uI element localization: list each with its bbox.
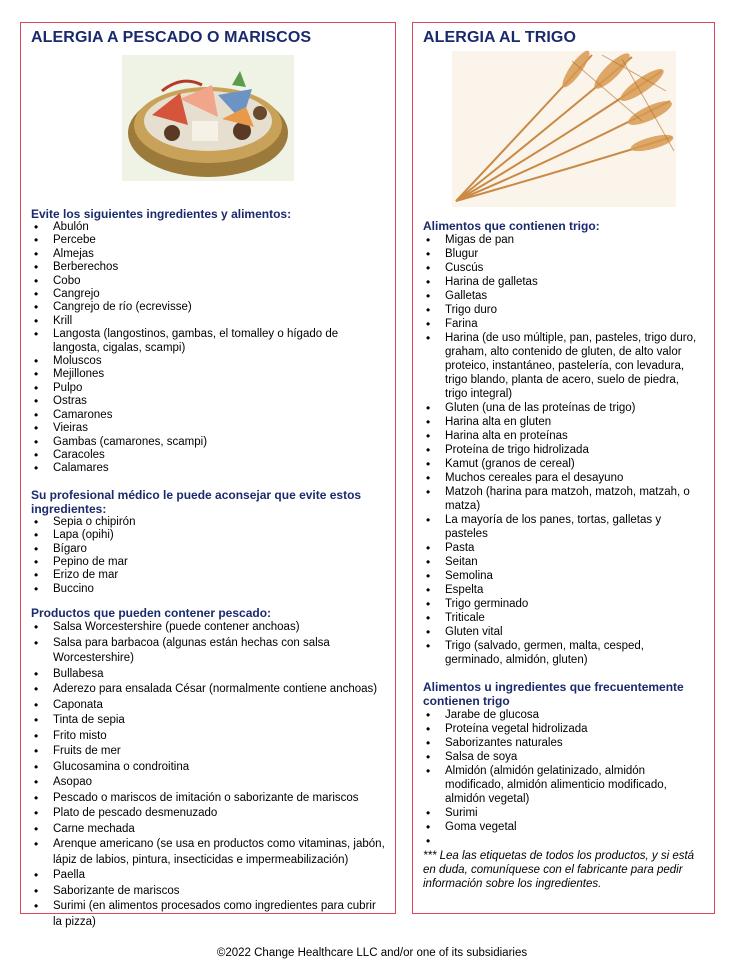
list-item: • Galletas [423,289,704,303]
list-item: • Aderezo para ensalada César (normalmente contiene anchoas) [31,682,385,698]
copyright-footer: ©2022 Change Healthcare LLC and/or one of its subsidiaries [216,947,528,959]
contains-wheat-heading: Alimentos que contienen trigo: [423,219,600,233]
frequent-wheat-list [423,708,704,848]
list-item: • Caponata [31,698,385,714]
list-item: • Cuscús [423,261,704,275]
list-item: • Camarones [31,409,385,422]
list-item: • Carne mechada [31,822,385,838]
list-item: • Migas de pan [423,233,704,247]
list-item: • Muchos cereales para el desayuno [423,471,704,485]
wheat-allergy-panel [412,22,715,914]
list-item: • Gambas (camarones, scampi) [31,436,385,449]
list-item: • Cobo [31,275,385,288]
list-item: • Saborizantes naturales [423,736,704,750]
list-item: • Pepino de mar [31,556,385,569]
list-item: • Saborizante de mariscos [31,884,385,900]
list-item: • Cangrejo de río (ecrevisse) [31,301,385,314]
avoid-heading: Evite los siguientes ingredientes y alimentos: [31,207,292,221]
list-item: • Espelta [423,583,704,597]
list-item: • Sepia o chipirón [31,516,385,529]
list-item: • Bígaro [31,543,385,556]
list-item: • Almidón (almidón gelatinizado, almidón modificado, almidón alimenticio modificado, almidón vegetal) [423,764,704,806]
list-item: • Proteína de trigo hidrolizada [423,443,704,457]
list-item: • Trigo duro [423,303,704,317]
list-item: • Proteína vegetal hidrolizada [423,722,704,736]
list-item: • Erizo de mar [31,569,385,582]
list-item: • Plato de pescado desmenuzado [31,806,385,822]
label-note: *** Lea las etiquetas de todos los productos, y si está en duda, comuníquese con el fabricante para pedir información sobre los ingredientes. [423,850,695,890]
frequent-wheat-heading: Alimentos u ingredientes que frecuentemente contienen trigo [423,680,684,708]
list-item: • Seitan [423,555,704,569]
list-item [423,834,704,848]
list-item: • Triticale [423,611,704,625]
list-item: • Salsa para barbacoa (algunas están hechas con salsa Worcestershire) [31,636,385,667]
wheat-photo [452,51,676,207]
list-item: • Pescado o mariscos de imitación o saborizante de mariscos [31,791,385,807]
list-item: • Trigo (salvado, germen, malta, cesped, germinado, almidón, gluten) [423,639,704,667]
list-item: • Bullabesa [31,667,385,683]
list-item: • Cangrejo [31,288,385,301]
contains-wheat-list [423,233,704,667]
list-item: • Vieiras [31,422,385,435]
list-item: • Kamut (granos de cereal) [423,457,704,471]
products-heading: Productos que pueden contener pescado: [31,606,272,621]
list-item: • Percebe [31,234,385,247]
fish-allergy-panel [20,22,396,928]
list-item: • Asopao [31,775,385,791]
list-item: • Jarabe de glucosa [423,708,704,722]
list-item: • Harina alta en proteínas [423,429,704,443]
seafood-dish-photo [122,55,294,181]
list-item: • Harina de galletas [423,275,704,289]
list-item: • Paella [31,868,385,884]
list-item: • Tinta de sepia [31,713,385,729]
list-item: • Surimi (en alimentos procesados como ingredientes para cubrir la pizza) [31,899,385,930]
list-item: • Almejas [31,248,385,261]
products-list [31,620,385,930]
list-item: • Harina (de uso múltiple, pan, pasteles, trigo duro, graham, alto contenido de gluten, de alto valor proteico, instantáneo, pastelería, con levadura, trigo blando, planta de acero, suelo de piedra, trigo integral) [423,331,704,401]
advise-heading: Su profesional médico le puede aconsejar que evite estos ingredientes: [31,487,362,516]
list-item: • Glucosamina o condroitina [31,760,385,776]
list-item: • Abulón [31,221,385,234]
avoid-list [31,221,385,476]
list-item: • Trigo germinado [423,597,704,611]
list-item: • Caracoles [31,449,385,462]
list-item: • Krill [31,315,385,328]
list-item: • Frito misto [31,729,385,745]
list-item: • Calamares [31,462,385,475]
list-item: • Mejillones [31,368,385,381]
list-item: • Farina [423,317,704,331]
list-item: • Moluscos [31,355,385,368]
list-item: • Matzoh (harina para matzoh, matzoh, matzah, o matza) [423,485,704,513]
list-item: • Berberechos [31,261,385,274]
list-item: • Ostras [31,395,385,408]
wheat-allergy-title: ALERGIA AL TRIGO [423,29,577,46]
list-item: • Buccino [31,583,385,596]
list-item: • Blugur [423,247,704,261]
list-item: • Pasta [423,541,704,555]
list-item: • Gluten (una de las proteínas de trigo) [423,401,704,415]
list-item: • Gluten vital [423,625,704,639]
fish-allergy-title: ALERGIA A PESCADO O MARISCOS [31,29,312,46]
list-item: • Surimi [423,806,704,820]
list-item: • Langosta (langostinos, gambas, el tomalley o hígado de langosta, cigalas, scampi) [31,328,385,355]
list-item: • Semolina [423,569,704,583]
list-item: • Lapa (opihi) [31,529,385,542]
advise-list [31,516,385,596]
list-item: • La mayoría de los panes, tortas, galletas y pasteles [423,513,704,541]
list-item: • Arenque americano (se usa en productos como vitaminas, jabón, lápiz de labios, pintura, insecticidas e impermeabilización) [31,837,385,868]
list-item: • Goma vegetal [423,820,704,834]
list-item: • Harina alta en gluten [423,415,704,429]
list-item: • Fruits de mer [31,744,385,760]
list-item: • Pulpo [31,382,385,395]
list-item: • Salsa de soya [423,750,704,764]
list-item: • Salsa Worcestershire (puede contener anchoas) [31,620,385,636]
